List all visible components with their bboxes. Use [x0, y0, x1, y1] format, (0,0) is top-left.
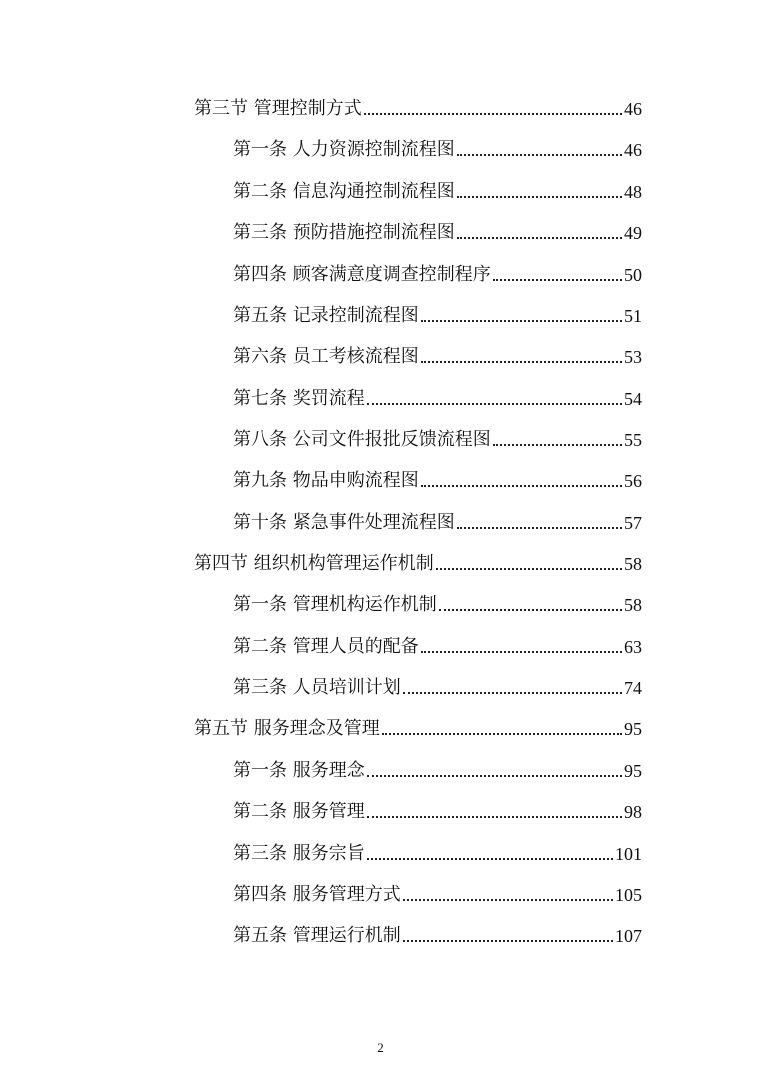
- toc-entry[interactable]: [194, 712, 642, 740]
- toc-entry[interactable]: [233, 878, 642, 906]
- dot-leader: [403, 692, 622, 694]
- toc-entry-label: 第四条 顾客满意度调查控制程序: [233, 264, 491, 285]
- toc-entry-page: 49: [624, 223, 642, 243]
- toc-entry-label: 第二条 信息沟通控制流程图: [233, 181, 455, 202]
- toc-entry-page: 107: [615, 926, 642, 946]
- dot-leader: [367, 403, 622, 405]
- toc-entry-page: 54: [624, 389, 642, 409]
- dot-leader: [421, 320, 622, 322]
- toc-entry-label: 第二条 管理人员的配备: [233, 636, 419, 657]
- toc-entry-page: 58: [624, 554, 642, 574]
- toc-entry-label: 第五条 记录控制流程图: [233, 305, 419, 326]
- dot-leader: [436, 568, 622, 570]
- toc-entry-page: 50: [624, 265, 642, 285]
- toc-entry-label: 第三节 管理控制方式: [194, 98, 362, 119]
- dot-leader: [493, 279, 622, 281]
- toc-entry-label: 第三条 预防措施控制流程图: [233, 222, 455, 243]
- toc-entry-page: 48: [624, 182, 642, 202]
- toc-entry-page: 46: [624, 140, 642, 160]
- toc-entry-label: 第一条 管理机构运作机制: [233, 594, 437, 615]
- dot-leader: [364, 113, 622, 115]
- toc-entry-label: 第一条 服务理念: [233, 760, 365, 781]
- toc-entry[interactable]: [233, 175, 642, 203]
- toc-entry[interactable]: [233, 630, 642, 658]
- toc-entry[interactable]: [233, 464, 642, 492]
- toc-entry-label: 第九条 物品申购流程图: [233, 470, 419, 491]
- dot-leader: [457, 196, 622, 198]
- toc-entry-page: 51: [624, 306, 642, 326]
- toc-entry[interactable]: [233, 919, 642, 947]
- toc-entry-page: 63: [624, 637, 642, 657]
- toc-entry-label: 第五条 管理运行机制: [233, 925, 401, 946]
- toc-entry-page: 55: [624, 430, 642, 450]
- toc-entry-label: 第四条 服务管理方式: [233, 884, 401, 905]
- page-number: 2: [377, 1040, 384, 1055]
- toc-entry-label: 第一条 人力资源控制流程图: [233, 139, 455, 160]
- toc-entry-page: 57: [624, 513, 642, 533]
- toc-entry[interactable]: [233, 382, 642, 410]
- toc-entry-page: 46: [624, 99, 642, 119]
- toc-entry-page: 101: [615, 844, 642, 864]
- toc-entry-page: 105: [615, 885, 642, 905]
- dot-leader: [367, 858, 613, 860]
- toc-entry-label: 第五节 服务理念及管理: [194, 718, 380, 739]
- toc-entry[interactable]: [194, 92, 642, 120]
- toc-entry-label: 第四节 组织机构管理运作机制: [194, 553, 434, 574]
- dot-leader: [382, 733, 622, 735]
- toc-entry[interactable]: [233, 588, 642, 616]
- toc-entry-page: 95: [624, 719, 642, 739]
- dot-leader: [367, 775, 622, 777]
- toc-entry-label: 第三条 人员培训计划: [233, 677, 401, 698]
- toc-entry-page: 58: [624, 595, 642, 615]
- toc-entry-page: 98: [624, 802, 642, 822]
- toc-entry[interactable]: [233, 216, 642, 244]
- dot-leader: [457, 237, 622, 239]
- toc-entry-label: 第六条 员工考核流程图: [233, 346, 419, 367]
- toc-entry[interactable]: [233, 340, 642, 368]
- dot-leader: [403, 940, 613, 942]
- toc-entry-label: 第二条 服务管理: [233, 801, 365, 822]
- toc-entry-page: 74: [624, 678, 642, 698]
- toc-entry[interactable]: [233, 837, 642, 865]
- toc-entry-page: 95: [624, 761, 642, 781]
- dot-leader: [493, 444, 622, 446]
- dot-leader: [421, 485, 622, 487]
- dot-leader: [439, 609, 622, 611]
- toc-entry-label: 第七条 奖罚流程: [233, 388, 365, 409]
- toc-entry-page: 56: [624, 471, 642, 491]
- toc-entry[interactable]: [233, 795, 642, 823]
- dot-leader: [421, 361, 622, 363]
- toc-entry-page: 53: [624, 347, 642, 367]
- toc-entry[interactable]: [233, 671, 642, 699]
- toc-entry[interactable]: [233, 423, 642, 451]
- dot-leader: [457, 527, 622, 529]
- toc-entry-label: 第八条 公司文件报批反馈流程图: [233, 429, 491, 450]
- dot-leader: [457, 154, 622, 156]
- dot-leader: [367, 816, 622, 818]
- dot-leader: [421, 651, 622, 653]
- toc-entry[interactable]: [233, 258, 642, 286]
- toc-entry[interactable]: [194, 547, 642, 575]
- toc-entry[interactable]: [233, 133, 642, 161]
- dot-leader: [403, 899, 613, 901]
- toc-entry[interactable]: [233, 754, 642, 782]
- toc-entry[interactable]: [233, 506, 642, 534]
- toc-entry-label: 第十条 紧急事件处理流程图: [233, 512, 455, 533]
- toc-entry[interactable]: [233, 299, 642, 327]
- toc-entry-label: 第三条 服务宗旨: [233, 843, 365, 864]
